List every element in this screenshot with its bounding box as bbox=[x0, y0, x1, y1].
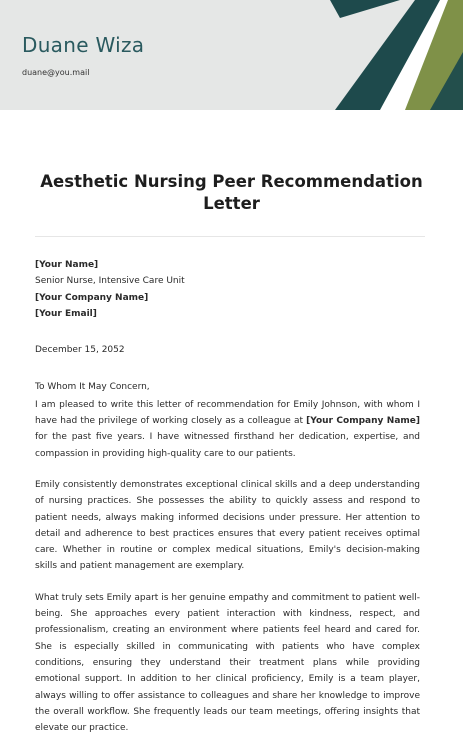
document-title: Aesthetic Nursing Peer Recommendation Letter bbox=[40, 172, 423, 213]
sender-email-placeholder: [Your Email] bbox=[35, 308, 97, 319]
letter-date: December 15, 2052 bbox=[35, 345, 125, 356]
letterhead-header bbox=[0, 0, 463, 110]
letter-body bbox=[35, 257, 420, 736]
company-name-inline: [Your Company Name] bbox=[306, 416, 420, 427]
paragraph-intro-start: I am pleased to write this letter of recommendation for Emily Johnson, with whom I have had the privilege of working closely as a colleague at bbox=[35, 399, 420, 427]
sender-position: Senior Nurse, Intensive Care Unit bbox=[35, 276, 185, 287]
title-divider bbox=[35, 236, 425, 237]
leaf-dark-top bbox=[330, 0, 400, 18]
letterhead-name: Duane Wiza bbox=[22, 33, 145, 57]
sender-name-placeholder: [Your Name] bbox=[35, 260, 99, 270]
paragraph-empathy: What truly sets Emily apart is her genuine empathy and commitment to patient well-being. She approaches every patient interaction with kindness, respect, and professionalism, creating an environment where patients feel heard and cared for. She is especially skilled in communicating with patients who have complex conditions, ensuring they understand their treatment plans while providing emotional support. In addition to her clinical proficiency, Emily is a team player, always willing to offer assistance to colleagues and share her knowledge to improve the overall workflow. She frequently leads our team meetings, offering insights that elevate our practice. bbox=[35, 592, 420, 734]
paragraph-clinical-skills: Emily consistently demonstrates exceptional clinical skills and a deep understanding of nursing practices. She possesses the ability to quickly assess and respond to patient needs, always making informed decisions under pressure. Her attention to detail and adherence to best practices ensures that every patient receives optimal care. Whether in routine or complex medical situations, Emily's decision-making skills and patient management are exemplary. bbox=[35, 479, 420, 572]
paragraph-intro-end: for the past five years. I have witnessed firsthand her dedication, expertise, and compassion in providing high-quality care to our patients. bbox=[35, 432, 420, 459]
salutation: To Whom It May Concern, bbox=[35, 382, 150, 393]
sender-company-placeholder: [Your Company Name] bbox=[35, 292, 149, 303]
paragraph-intro bbox=[35, 397, 420, 462]
letterhead-email: duane@you.mail bbox=[22, 68, 90, 77]
